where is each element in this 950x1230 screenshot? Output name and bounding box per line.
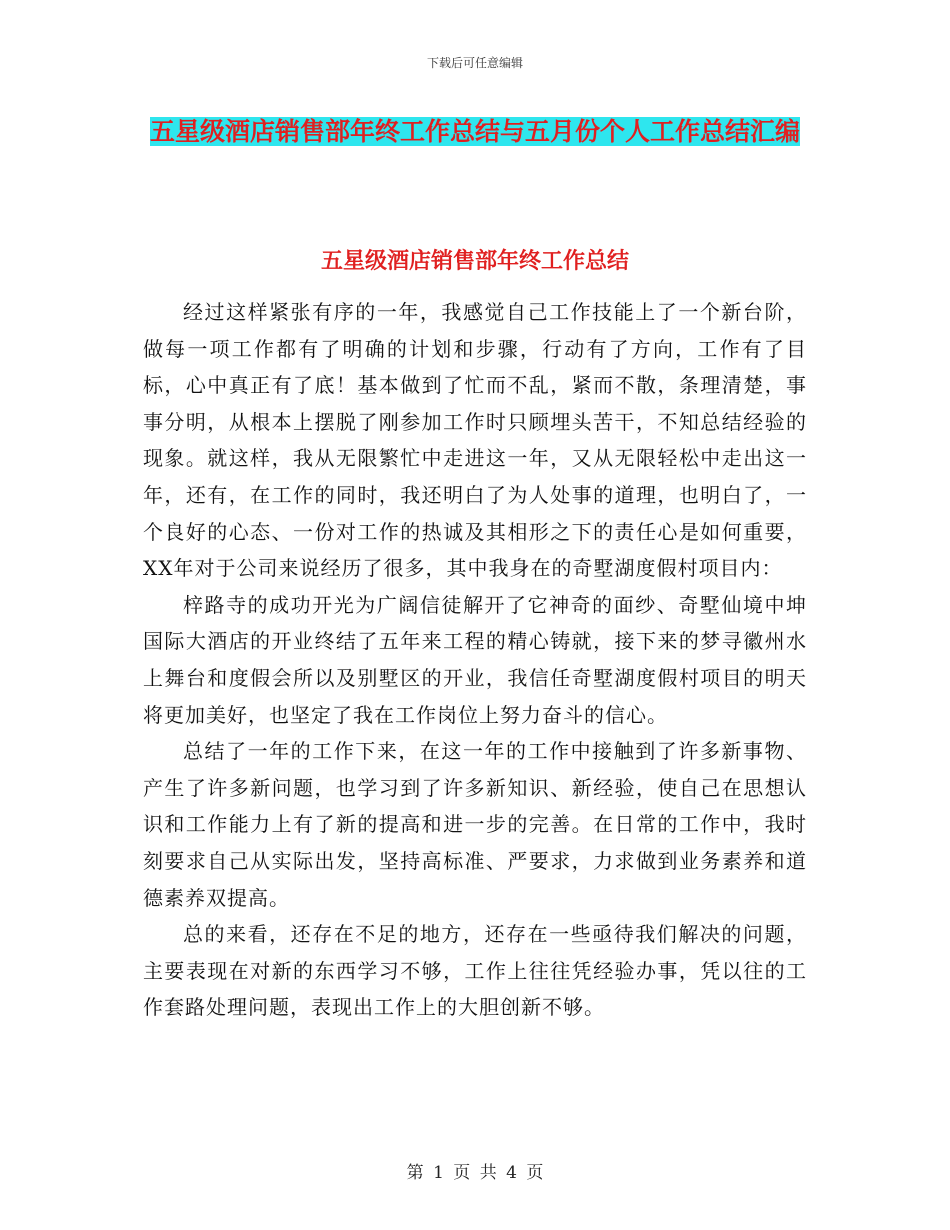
page-header: 下载后可任意编辑 <box>426 56 523 70</box>
paragraph: 经过这样紧张有序的一年，我感觉自己工作技能上了一个新台阶，做每一项工作都有了明确的计划和步骤，行动有了方向，工作有了目标，心中真正有了底！基本做到了忙而不乱，紧而不散，条理清楚，事事分明，从根本上摆脱了刚参加工作时只顾埋头苦干，不知总结经验的现象。就这样，我从无限繁忙中走进这一年，又从无限轻松中走出这一年，还有，在工作的同时，我还明白了为人处事的道理，也明白了，一个良好的心态、一份对工作的热诚及其相形之下的责任心是如何重要，XX年对于公司来说经历了很多，其中我身在的奇墅湖度假村项目内： <box>143 300 807 581</box>
document-title-text: 五星级酒店销售部年终工作总结与五月份个人工作总结汇编 <box>149 117 800 146</box>
paragraph: 梓路寺的成功开光为广阔信徒解开了它神奇的面纱、奇墅仙境中坤国际大酒店的开业终结了五年来工程的精心铸就，接下来的梦寻徽州水上舞台和度假会所以及别墅区的开业，我信任奇墅湖度假村项目的明天将更加美好，也坚定了我在工作岗位上努力奋斗的信心。 <box>143 592 807 727</box>
page-footer: 第 1 页 共 4 页 <box>406 1163 544 1183</box>
section-heading: 五星级酒店销售部年终工作总结 <box>320 248 629 274</box>
paragraph: 总的来看，还存在不足的地方，还存在一些亟待我们解决的问题，主要表现在对新的东西学习不够，工作上往往凭经验办事，凭以往的工作套路处理问题，表现出工作上的大胆创新不够。 <box>143 922 807 1020</box>
paragraph: 总结了一年的工作下来，在这一年的工作中接触到了许多新事物、产生了许多新问题，也学习到了许多新知识、新经验，使自己在思想认识和工作能力上有了新的提高和进一步的完善。在日常的工作中，我时刻要求自己从实际出发，坚持高标准、严要求，力求做到业务素养和道德素养双提高。 <box>143 739 807 910</box>
document-title <box>143 108 807 156</box>
body-text <box>143 294 807 1026</box>
